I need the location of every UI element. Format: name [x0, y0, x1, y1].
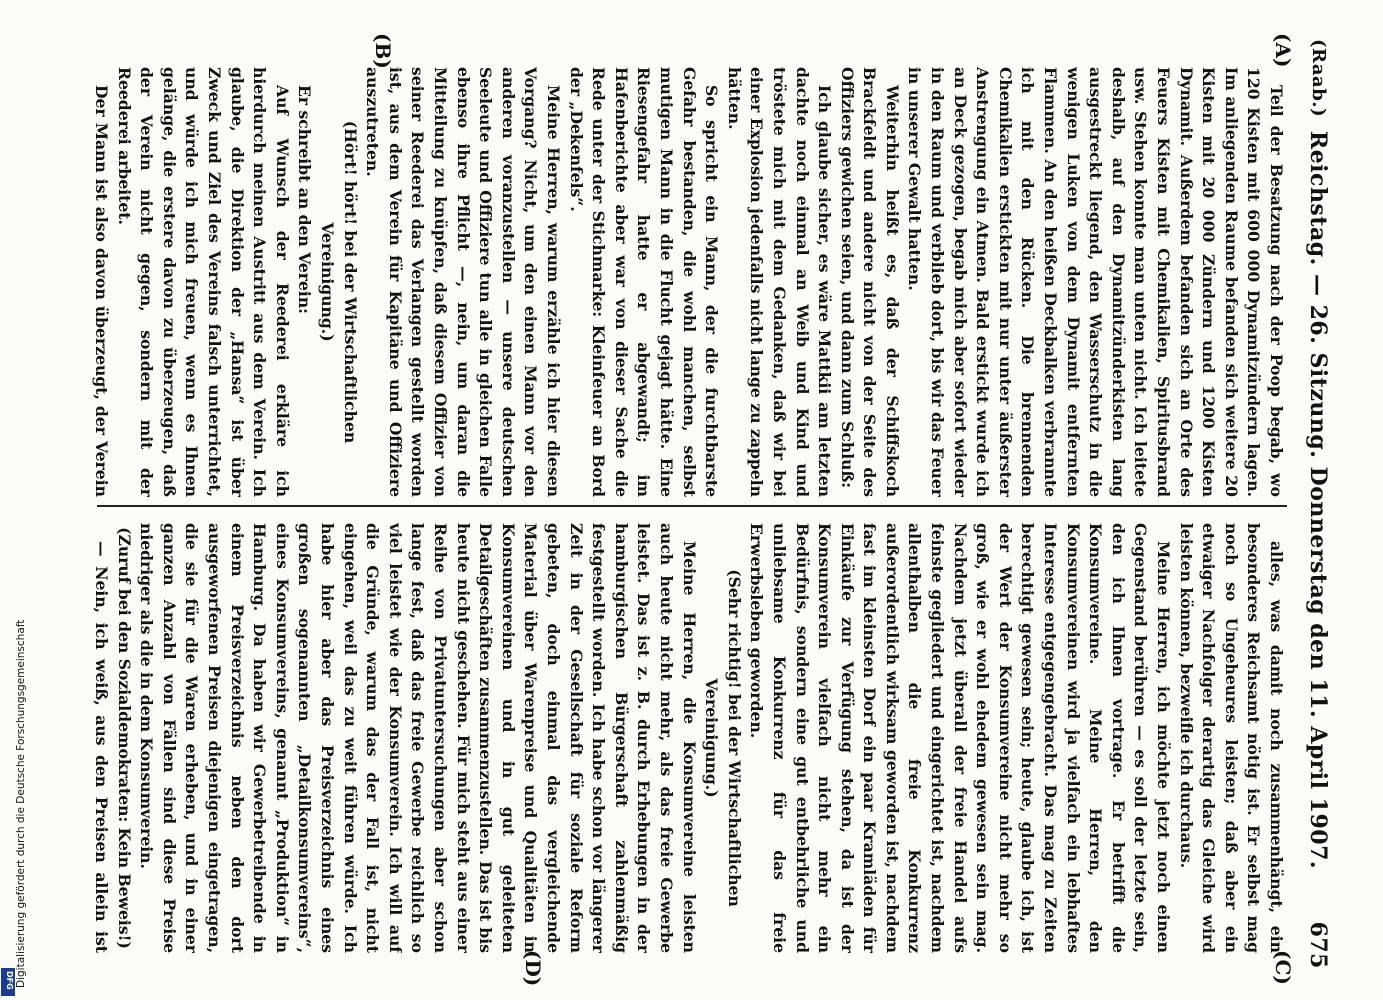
- paragraph: Er schreibt an den Verein:: [295, 85, 315, 314]
- paragraph: — Nein, ich weiß, aus den Preisen allein ist: [92, 541, 112, 953]
- paragraph: alles, was damit noch zusammenhängt, ein besonderes Reichsamt nötig ist. Er selbst mag noch so Ungeheures leisten; daß aber ein etwaiger Nachfolger derartig das Gleiche wird leisten können, bezweifle ich durchaus.: [1176, 523, 1286, 953]
- margin-marker-c: (C): [1271, 950, 1295, 985]
- page-number: 675: [1305, 921, 1331, 969]
- interjection: (Zuruf bei den Sozialdemokraten: Kein Beweis!): [114, 527, 134, 949]
- digitization-credit-strip: [0, 0, 27, 1000]
- paragraph: Meine Herren, ich möchte jetzt noch einen Gegenstand berühren — es soll der letzte sein, den ich Ihnen vortrage. Er betrifft die Konsumvereine. Meine Herren, den Konsumvereinen wird ja vielfach ein lebhaftes Interesse entgegengebracht. Das mag zu Zeiten berechtigt gewesen sein; heute, glaube ich, ist der Wert der Konsumvereine nicht mehr so groß, wie er wohl ehedem gewesen sein mag. Nachdem jetzt überall der freie Handel aufs feinste gegliedert und eingerichtet ist, nachdem allenthalben die freie Konkurrenz außerordentlich wirksam geworden ist, nachdem fast im kleinsten Dorf ein paar Kramläden für Einkäufe zur Verfügung stehen, da ist der Konsumverein vielfach nicht mehr ein Bedürfnis, sondern eine gut entbehrliche und unliebsame Konkurrenz für das freie Erwerbsleben geworden.: [747, 523, 1174, 953]
- paragraph: Meine Herren, die Konsumvereine leisten auch heute nicht mehr, als das freie Gewerbe leistet. Das ist z. B. durch Erhebungen in der hamburgischen Bürgerschaft zahlenmäßig festgestellt worden. Ich habe schon vor längerer Zeit in der Gesellschaft für soziale Reform gebeten, doch einmal das vergleichende Material über Warenpreise und Qualitäten in Konsumvereinen und in gut geleiteten Detailgeschäften zusammenzustellen. Das ist bis heute nicht geschehen. Für mich steht aus einer Reihe von Privatuntersuchungen aber schon lange fest, daß das freie Gewerbe reichlich so viel leistet wie der Konsumverein. Ich will auf die Gründe, warum das der Fall ist, nicht eingehen, weil das zu weit führen würde. Ich habe hier aber das Preisverzeichnis eines großen sogenannten „Detailkonsumvereins“, eines Konsumvereins, genannt „Produktion“ in Hamburg. Da haben wir Gewerbetreibende in einem Preisverzeichnis neben den dort ausgeworfenen Preisen diejenigen eingetragen, die sie für die Waren erheben, und in einer ganzen Anzahl von Fällen sind diese Preise niedriger als die in dem Konsumverein.: [137, 523, 699, 953]
- page-header: [1287, 25, 1335, 975]
- paragraph: Ich glaube sicher, es wäre Mattkii am letzten dachte noch einmal an Weib und Kind und tröstete mich mit dem Gedanken, daß wir bei einer Explosion jedenfalls nicht lange zu zappeln hätten.: [724, 67, 835, 497]
- rotated-page-content: [85, 25, 1335, 987]
- interjection: (Hört! hört! bei der Wirtschaftlichen Vereinigung.): [318, 120, 360, 444]
- paragraph: Weiterhin heißt es, daß der Schiffskoch Brackfeldt und andere nicht von der Seite des Offiziers gewichen seien, und dann zum Schluß:: [837, 67, 902, 497]
- margin-marker-d: (D): [521, 950, 545, 987]
- paragraph: Meine Herren, warum erzähle ich hier diesen Vorgang? Nicht, um den einen Mann vor den anderen voranzustellen — unsere deutschen Seeleute und Offiziere tun alle in gleichen Falle ebenso ihre Pflicht —, nein, um daran die Mitteilung zu knüpfen, daß diesem Offizier von seiner Reederei das Verlangen gestellt worden ist, aus dem Verein für Kapitäne und Offiziere auszutreten.: [363, 67, 563, 497]
- interjection: (Sehr richtig! bei der Wirtschaftlichen Vereinigung.): [702, 569, 744, 907]
- paragraph: Auf Wunsch der Reederei erkläre ich hierdurch meinen Austritt aus dem Verein. Ich glaube, die Direktion der „Hansa“ ist über Zweck und Ziel des Vereins falsch unterrichtet, und würde ich mich freuen, wenn es Ihnen gelänge, die erstere davon zu überzeugen, daß der Verein nicht gegen, sondern mit der Reederei arbeitet.: [114, 67, 292, 497]
- dfg-logo-text: DFG: [5, 971, 14, 990]
- paragraph: So spricht ein Mann, der die furchtbarste Gefahr bestanden, die wohl manchen, selbst mutigen Mann in die Flucht gejagt hätte. Eine Riesengefahr hatte er abgewandt; im Hafenberichte aber war von dieser Sache die Rede unter der Stichmarke: Kleinfeuer an Bord der „Dekenfels“.: [566, 67, 722, 497]
- paragraph: Der Mann ist also davon überzeugt, der Verein: [92, 85, 112, 497]
- speaker-name: (Raab.): [1308, 39, 1329, 118]
- digitization-credit: Digitalisierung gefördert durch die Deutsche Forschungsgemeinschaft: [15, 619, 27, 988]
- margin-marker-a: (A): [1271, 33, 1295, 68]
- margin-marker-b: (B): [371, 33, 395, 69]
- dfg-logo: [1, 968, 15, 996]
- left-text-column: [87, 67, 1287, 497]
- paragraph: Teil der Besatzung nach der Poop begab, wo 120 Kisten mit 600 000 Dynamitzündern lagen. Im anliegenden Raume befanden sich weitere 20 Kisten mit 20 000 Zündern und 1200 Kisten Dynamit. Außerdem befanden sich an Orte des Feuers Kisten mit Chemikalien, Spiritusbrand usw. Stehen konnte man unten nicht. Ich leitete deshalb, auf den Dynamitzünderkisten lang ausgestreckt liegend, den Wasserschutz in die wenigen Luken von dem Dynamit entfernten Flammen. An den heißen Deckbalken verbrannte ich mit den Rücken. Die brennenden Chemikalien erstickten mit nur unter äußerster Anstrengung ein Atmen. Bald erstickt wurde ich an Deck gezogen, begab mich aber sofort wieder in den Raum und verblieb dort, bis wir das Feuer in unserer Gewalt hatten.: [905, 67, 1286, 497]
- right-text-column: [87, 523, 1287, 953]
- page-title: Reichstag. — 26. Sitzung. Donnerstag den 11. April 1907.: [1305, 130, 1331, 870]
- column-divider: [97, 505, 1287, 507]
